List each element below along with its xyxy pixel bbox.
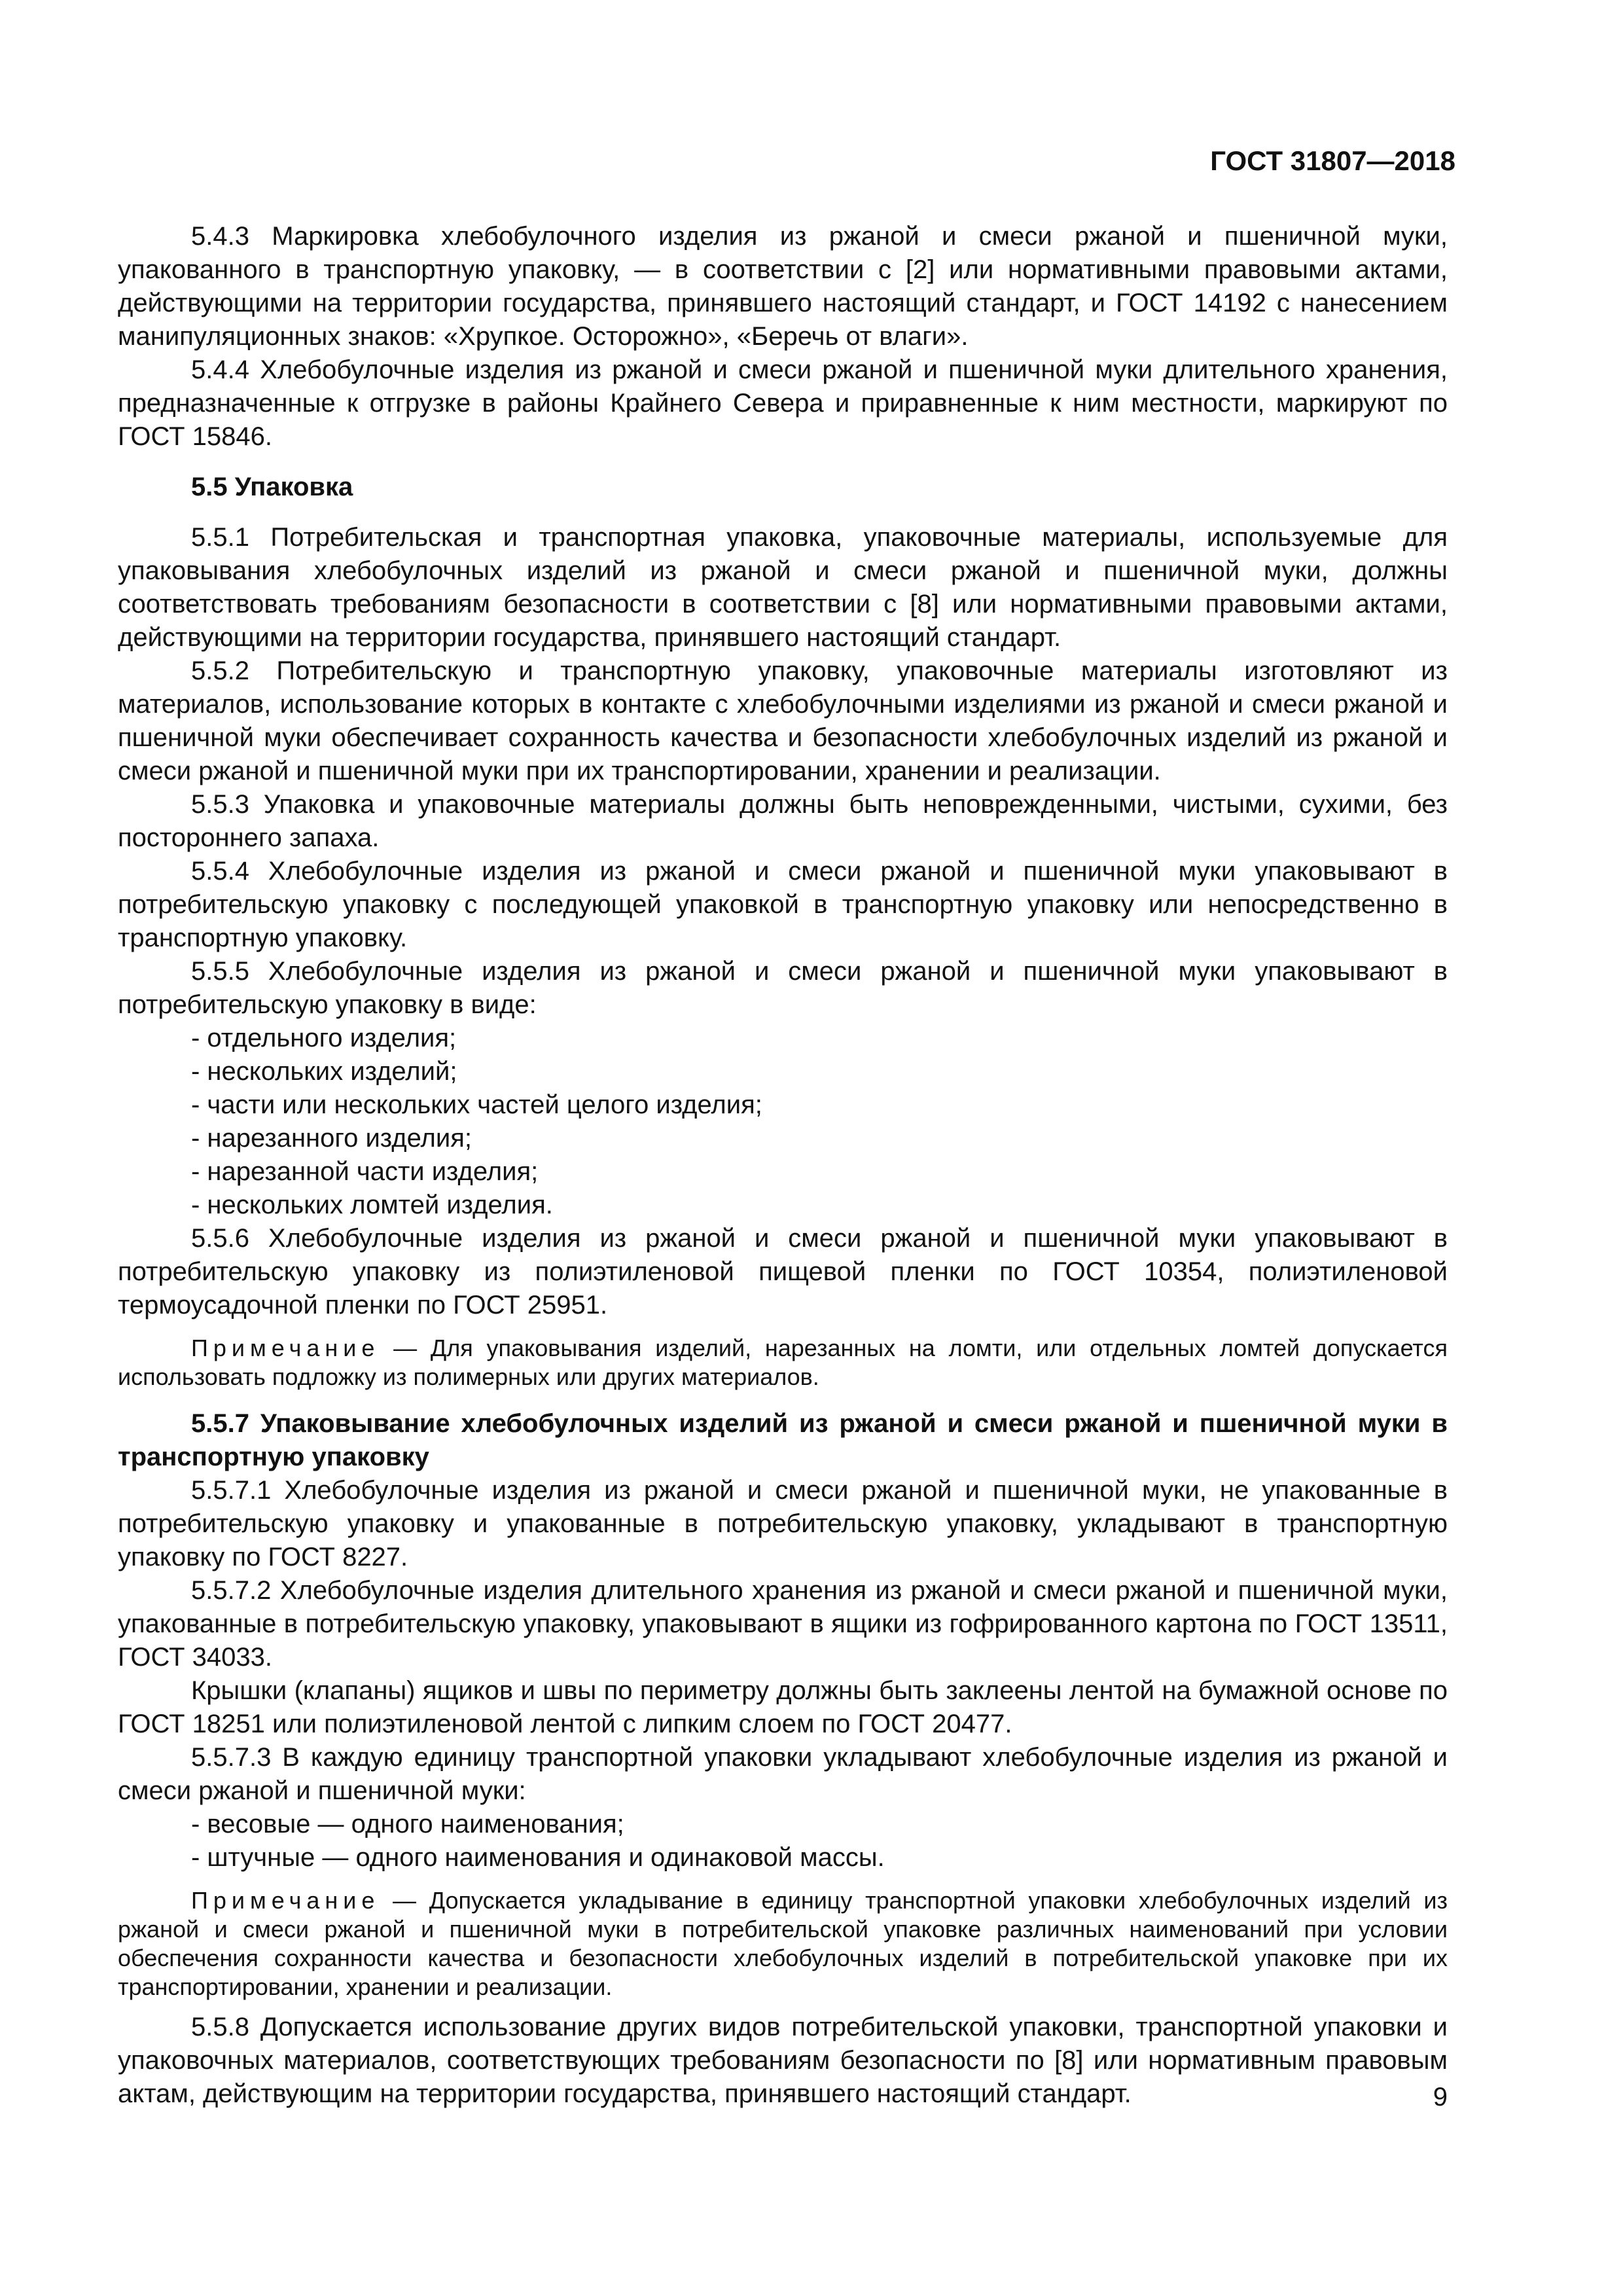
paragraph-5-5-8: 5.5.8 Допускается использование других видов потребительской упаковки, транспортной упаковки и упаковочных материалов, соответствующих требованиям безопасности по [8] или нормативным правовым актам, действующим на территории государства, принявшего настоящий стандарт. xyxy=(118,2013,1448,2108)
note-label: Примечание xyxy=(191,1887,380,1914)
note-2 xyxy=(118,1886,1448,2001)
list-item: - нарезанного изделия; xyxy=(191,1124,472,1153)
document-number: ГОСТ 31807—2018 xyxy=(1210,145,1455,176)
list-5-5-7-3 xyxy=(118,1808,1448,1874)
note-1 xyxy=(118,1334,1448,1391)
note-label: Примечание xyxy=(191,1335,380,1361)
section-heading-5-5-7: 5.5.7 Упаковывание хлебобулочных изделий из ржаной и смеси ржаной и пшеничной муки в транспортную упаковку xyxy=(118,1409,1448,1471)
note-text: — Допускается укладывание в единицу транспортной упаковки хлебобулочных изделий из ржаной и смеси ржаной и пшеничной муки в потребительской упаковке различных наименований при условии обеспечения сохранности качества и безопасности хлебобулочных изделий в потребительской упаковке при их транспортировании, хранении и реализации. xyxy=(118,1887,1448,2000)
list-item: - нарезанной части изделия; xyxy=(191,1157,539,1186)
paragraph-5-5-3: 5.5.3 Упаковка и упаковочные материалы должны быть неповрежденными, чистыми, сухими, без постороннего запаха. xyxy=(118,790,1448,852)
paragraph-5-4-4: 5.4.4 Хлебобулочные изделия из ржаной и смеси ржаной и пшеничной муки длительного хранения, предназначенные к отгрузке в районы Крайнего Севера и приравненные к ним местности, маркируют по ГОСТ 15846. xyxy=(118,355,1448,451)
paragraph-5-5-4: 5.5.4 Хлебобулочные изделия из ржаной и смеси ржаной и пшеничной муки упаковывают в потребительскую упаковку с последующей упаковкой в транспортную упаковку или непосредственно в транспортную упаковку. xyxy=(118,857,1448,952)
paragraph-5-5-5: 5.5.5 Хлебобулочные изделия из ржаной и смеси ржаной и пшеничной муки упаковывают в потребительскую упаковку в виде: xyxy=(118,957,1448,1019)
paragraph-5-5-2: 5.5.2 Потребительскую и транспортную упаковку, упаковочные материалы изготовляют из материалов, использование которых в контакте с хлебобулочными изделиями из ржаной и смеси ржаной и пшеничной муки обеспечивает сохранность качества и безопасности хлебобулочных изделий из ржаной и смеси ржаной и пшеничной муки при их транспортировании, хранении и реализации. xyxy=(118,656,1448,785)
paragraph-5-5-6: 5.5.6 Хлебобулочные изделия из ржаной и смеси ржаной и пшеничной муки упаковывают в потребительскую упаковку из полиэтиленовой пищевой пленки по ГОСТ 10354, полиэтиленовой термоусадочной пленки по ГОСТ 25951. xyxy=(118,1224,1448,1319)
list-item: - части или нескольких частей целого изделия; xyxy=(191,1090,762,1119)
list-item: - штучные — одного наименования и одинаковой массы. xyxy=(191,1843,885,1872)
paragraph-5-5-7-3: 5.5.7.3 В каждую единицу транспортной упаковки укладывают хлебобулочные изделия из ржаной и смеси ржаной и пшеничной муки: xyxy=(118,1743,1448,1805)
page-body xyxy=(118,220,1448,2111)
list-item: - нескольких ломтей изделия. xyxy=(191,1191,553,1219)
paragraph-5-5-7-1: 5.5.7.1 Хлебобулочные изделия из ржаной и смеси ржаной и пшеничной муки, не упакованные в потребительскую упаковку и упакованные в потребительскую упаковку, укладывают в транспортную упаковку по ГОСТ 8227. xyxy=(118,1476,1448,1571)
section-heading-5-5: 5.5 Упаковка xyxy=(191,473,353,501)
paragraph-5-4-3: 5.4.3 Маркировка хлебобулочного изделия из ржаной и смеси ржаной и пшеничной муки, упакованного в транспортную упаковку, — в соответствии с [2] или нормативными правовыми актами, действующими на территории государства, принявшего настоящий стандарт, и ГОСТ 14192 с нанесением манипуляционных знаков: «Хрупкое. Осторожно», «Беречь от влаги». xyxy=(118,222,1448,351)
list-item: - нескольких изделий; xyxy=(191,1057,457,1086)
list-item: - отдельного изделия; xyxy=(191,1024,457,1052)
note-text: — Для упаковывания изделий, нарезанных на ломти, или отдельных ломтей допускается использовать подложку из полимерных или других материалов. xyxy=(118,1335,1448,1390)
list-5-5-5 xyxy=(118,1022,1448,1222)
list-item: - весовые — одного наименования; xyxy=(191,1810,624,1839)
page-number: 9 xyxy=(1433,2083,1448,2111)
paragraph-5-5-7-2-b: Крышки (клапаны) ящиков и швы по периметру должны быть заклеены лентой на бумажной основе по ГОСТ 18251 или полиэтиленовой лентой с липким слоем по ГОСТ 20477. xyxy=(118,1676,1448,1738)
paragraph-5-5-1: 5.5.1 Потребительская и транспортная упаковка, упаковочные материалы, используемые для упаковывания хлебобулочных изделий из ржаной и смеси ржаной и пшеничной муки, должны соответствовать требованиям безопасности в соответствии с [8] или нормативными правовыми актами, действующими на территории государства, принявшего настоящий стандарт. xyxy=(118,523,1448,652)
paragraph-5-5-7-2: 5.5.7.2 Хлебобулочные изделия длительного хранения из ржаной и смеси ржаной и пшеничной муки, упакованные в потребительскую упаковку, упаковывают в ящики из гофрированного картона по ГОСТ 13511, ГОСТ 34033. xyxy=(118,1576,1448,1672)
